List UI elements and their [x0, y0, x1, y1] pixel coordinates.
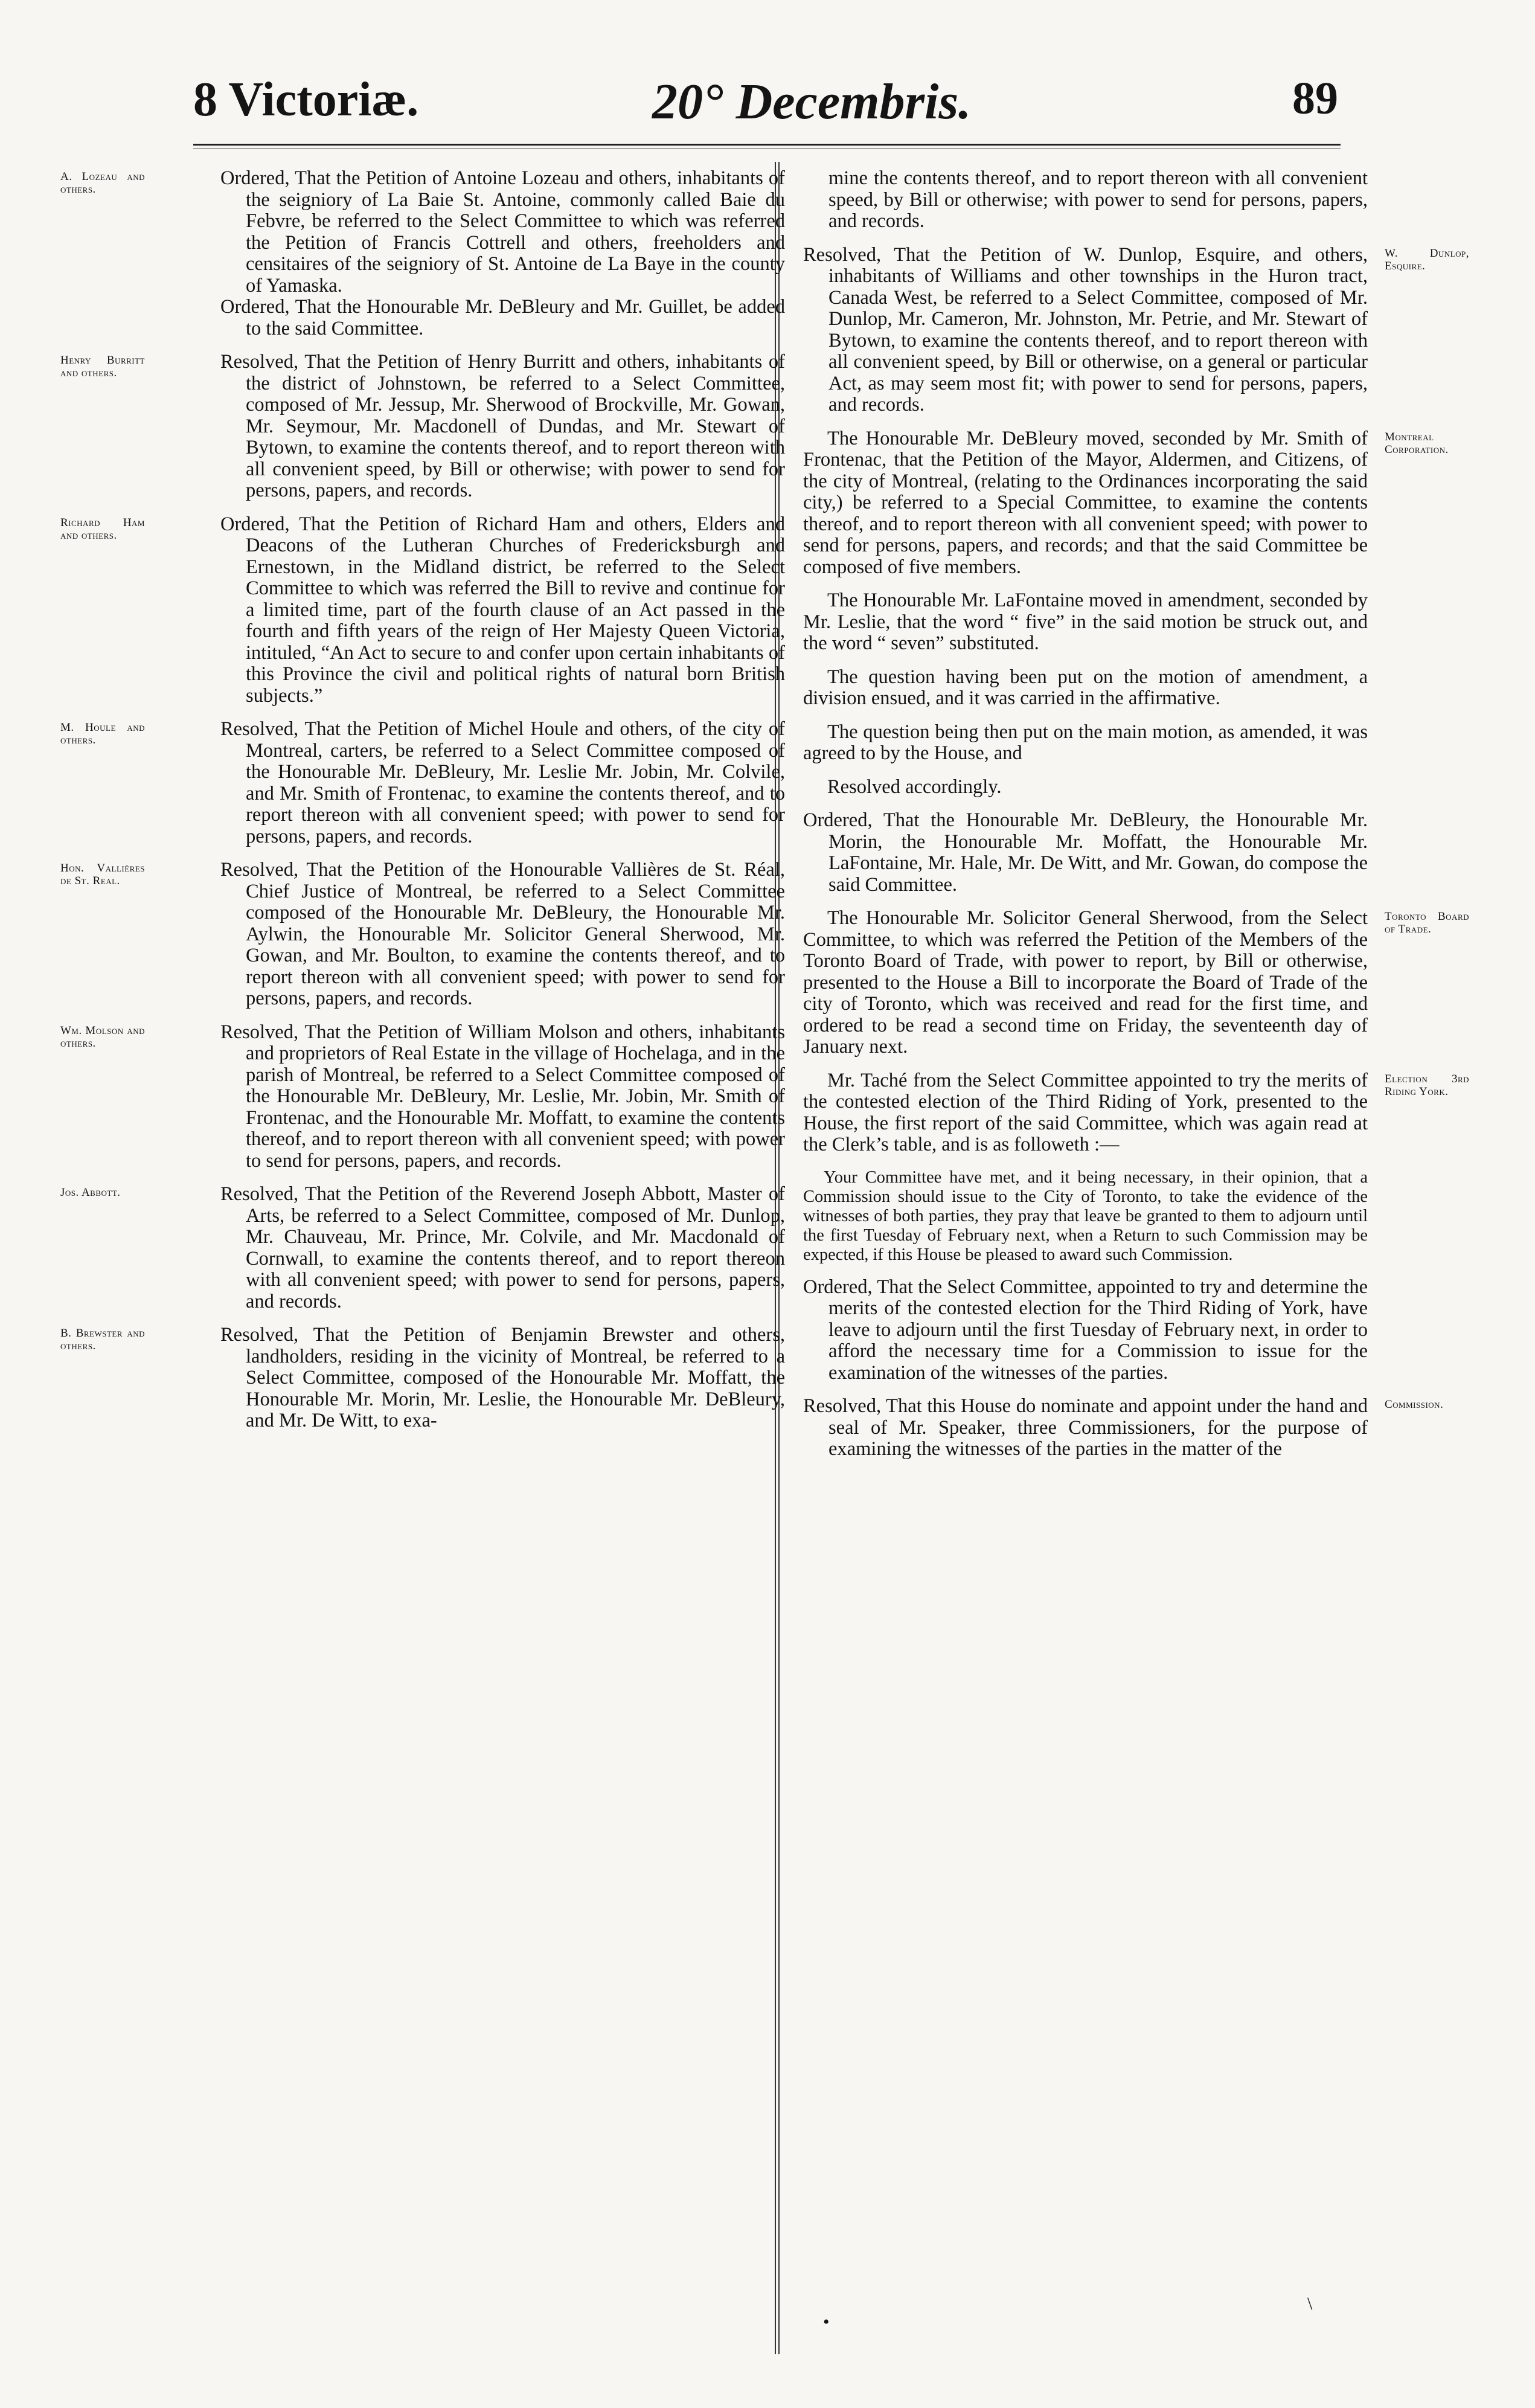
margin-note: Richard Ham and others. — [60, 516, 145, 542]
proceeding-entry — [803, 810, 1368, 896]
paragraph: Ordered, That the Honourable Mr. DeBleury, the Honourable Mr. Morin, the Honourable Mr. Moffatt, the Honourable Mr. LaFontaine, Mr. Hale, Mr. De Witt, and Mr. Gowan, do compose the said Committee. — [803, 809, 1368, 896]
margin-note: A. Lozeau and others. — [60, 170, 145, 196]
paragraph: Resolved, That the Petition of the Honourable Vallières de St. Réal, Chief Justice of Montreal, be referred to a Select Committee composed of the Honourable Mr. DeBleury, the Honourable Mr. Aylwin, the Honourable Mr. Solicitor General Sherwood, Mr. Gowan, and Mr. Boulton, to examine the contents thereof, and to report thereon with all convenient speed; with power to send for persons, papers, and records. — [220, 859, 785, 1009]
paragraph: The Honourable Mr. LaFontaine moved in amendment, seconded by Mr. Leslie, that the word “ five” in the said motion be struck out, and the word “ seven” substituted. — [803, 589, 1368, 654]
proceeding-entry — [60, 167, 785, 339]
margin-note: M. Houle and others. — [60, 721, 145, 746]
proceeding-entry — [803, 168, 1368, 233]
proceeding-entry — [60, 718, 785, 847]
paragraph: Ordered, That the Select Committee, appointed to try and determine the merits of the contested election for the Third Riding of York, have leave to adjourn until the first Tuesday of February next, in order to afford the necessary time for a Commission to issue for the examination of the witnesses of the parties. — [803, 1276, 1368, 1384]
footer-mark: \ — [1307, 2294, 1313, 2314]
margin-note: Montreal Corporation. — [1385, 430, 1449, 456]
paragraph: Ordered, That the Honourable Mr. DeBleury and Mr. Guillet, be added to the said Committee. — [220, 296, 785, 339]
proceeding-entry — [803, 1168, 1368, 1265]
paragraph: Ordered, That the Petition of Antoine Lozeau and others, inhabitants of the seigniory of La Baie St. Antoine, commonly called Baie du Febvre, be referred to the Select Committee to which was referred the Petition of Francis Cottrell and others, freeholders and censitaires of the seigniory of St. Antoine de La Baye in the county of Yamaska. — [220, 167, 785, 297]
proceeding-entry — [803, 1395, 1444, 1460]
right-column — [803, 167, 1469, 1472]
margin-note: Henry Burritt and others. — [60, 354, 145, 379]
paragraph: Resolved, That the Petition of Henry Burritt and others, inhabitants of the district of Johnstown, be referred to a Select Committee, composed of Mr. Jessup, Mr. Sherwood of Brockville, Mr. Gowan, Mr. Seymour, Mr. Macdonell of Dundas, and Mr. Stewart of Bytown, to examine the contents thereof, and to report thereon with all convenient speed, by Bill or otherwise; with power to send for persons, papers, and records. — [220, 351, 785, 501]
margin-note: Toronto Board of Trade. — [1385, 910, 1469, 936]
paragraph: Resolved, That the Petition of Benjamin Brewster and others, landholders, residing in the vicinity of Montreal, be referred to a Select Committee, composed of the Honourable Mr. Moffatt, the Honourable Mr. Morin, Mr. Leslie, the Honourable Mr. DeBleury, and Mr. De Witt, to exa- — [220, 1324, 785, 1431]
proceeding-entry — [60, 351, 785, 502]
margin-note: Jos. Abbott. — [60, 1186, 121, 1199]
proceeding-entry — [803, 1277, 1368, 1384]
margin-note: Hon. Vallières de St. Real. — [60, 862, 145, 887]
proceeding-entry — [803, 427, 1449, 579]
proceeding-entry — [803, 722, 1368, 765]
page-header — [0, 72, 1535, 145]
proceeding-entry — [60, 1183, 785, 1312]
footer-mark: • — [823, 2312, 830, 2332]
paragraph: Resolved, That this House do nominate and appoint under the hand and seal of Mr. Speaker, three Commissioners, for the purpose of examining the witnesses of the parties in the matter of the — [803, 1395, 1368, 1460]
paragraph: Resolved, That the Petition of William Molson and others, inhabitants and proprietors of Real Estate in the village of Hochelaga, and in the parish of Montreal, be referred to a Select Committee composed of the Honourable Mr. DeBleury, Mr. Leslie, Mr. Jobin, Mr. Smith of Frontenac, and the Honourable Mr. Moffatt, to examine the contents thereof, and to report thereon with all convenient speed; with power to send for persons, papers, and records. — [220, 1021, 785, 1172]
margin-note: Commission. — [1385, 1398, 1444, 1411]
proceeding-entry — [60, 1021, 785, 1172]
paragraph: Resolved, That the Petition of the Reverend Joseph Abbott, Master of Arts, be referred to a Select Committee, composed of Mr. Dunlop, Mr. Chauveau, Mr. Prince, Mr. Colvile, and Mr. Macdonald of Cornwall, to examine the contents thereof, and to report thereon with all convenient speed; with power to send for persons, papers, and records. — [220, 1183, 785, 1312]
left-column — [60, 167, 785, 1444]
proceeding-entry — [803, 1069, 1469, 1156]
paragraph: The question having been put on the motion of amendment, a division ensued, and it was carried in the affirmative. — [803, 666, 1368, 709]
margin-note: W. Dunlop, Esquire. — [1385, 246, 1469, 272]
margin-note: B. Brewster and others. — [60, 1327, 145, 1352]
proceeding-entry — [803, 667, 1368, 710]
paragraph: The question being then put on the main motion, as amended, it was agreed to by the House, and — [803, 721, 1368, 764]
paragraph: The Honourable Mr. DeBleury moved, seconded by Mr. Smith of Frontenac, that the Petition of the Mayor, Aldermen, and Citizens, of the city of Montreal, (relating to the Ordinances incorporating the said city,) be referred to a Special Committee, to examine the contents thereof, and to report thereon with all convenient speed; with power to send for persons, papers, and records; and that the said Committee be composed of five members. — [803, 427, 1368, 578]
proceeding-entry — [803, 777, 1368, 798]
paragraph: The Honourable Mr. Solicitor General Sherwood, from the Select Committee, to which was referred the Petition of the Members of the Toronto Board of Trade, with power to report, by Bill or otherwise, presented to the House a Bill to incorporate the Board of Trade of the city of Toronto, which was received and read for the first time, and ordered to be read a second time on Friday, the seventeenth day of January next. — [803, 907, 1368, 1058]
proceeding-entry — [60, 859, 785, 1010]
header-date: 20° Decembris. — [652, 74, 972, 130]
paragraph: Your Committee have met, and it being necessary, in their opinion, that a Commission should issue to the City of Toronto, to take the evidence of the witnesses of both parties, they pray that leave be granted to them to adjourn until the first Tuesday of February next, when a Return to such Commission may be expected, if this House be pleased to award such Commission. — [803, 1167, 1368, 1264]
paragraph: Resolved accordingly. — [827, 775, 1002, 798]
paragraph: mine the contents thereof, and to report thereon with all convenient speed, by Bill or otherwise; with power to send for persons, papers, and records. — [828, 167, 1368, 232]
header-session: 8 Victoriæ. — [193, 73, 419, 126]
header-rule-top — [193, 144, 1341, 146]
page-number: 89 — [1292, 73, 1338, 124]
paragraph: Resolved, That the Petition of W. Dunlop, Esquire, and others, inhabitants of Williams and other townships in the Huron tract, Canada West, be referred to a Select Committee, composed of Mr. Dunlop, Mr. Cameron, Mr. Johnston, Mr. Petrie, and Mr. Stewart of Bytown, to examine the contents thereof, and to report thereon with all convenient speed, by Bill or otherwise, on a general or particular Act, as may seem most fit; with power to send for persons, papers, and records. — [803, 243, 1368, 416]
proceeding-entry — [803, 907, 1469, 1058]
margin-note: Election 3rd Riding York. — [1385, 1072, 1469, 1098]
proceeding-entry — [803, 243, 1469, 416]
proceeding-entry — [60, 513, 785, 707]
margin-note: Wm. Molson and others. — [60, 1024, 145, 1050]
proceeding-entry — [60, 1324, 785, 1432]
proceeding-entry — [803, 590, 1368, 655]
paragraph: Resolved, That the Petition of Michel Houle and others, of the city of Montreal, carters, be referred to a Select Committee composed of the Honourable Mr. DeBleury, Mr. Leslie Mr. Jobin, Mr. Colvile, and Mr. Smith of Frontenac, to examine the contents thereof, and to report thereon with all convenient speed; with power to send for persons, papers, and records. — [220, 718, 785, 847]
paragraph: Mr. Taché from the Select Committee appointed to try the merits of the contested election of the Third Riding of York, presented to the House, the first report of the said Committee, which was again read at the Clerk’s table, and is as followeth :— — [803, 1069, 1368, 1155]
paragraph: Ordered, That the Petition of Richard Ham and others, Elders and Deacons of the Lutheran Churches of Fredericksburgh and Ernestown, in the Midland district, be referred to the Select Committee to which was referred the Bill to revive and continue for a limited time, part of the fourth clause of an Act passed in the fourth and fifth years of the reign of Her Majesty Queen Victoria, intituled, “An Act to secure to and confer upon certain inhabitants of this Province the civil and political rights of natural born British subjects.” — [220, 513, 785, 707]
